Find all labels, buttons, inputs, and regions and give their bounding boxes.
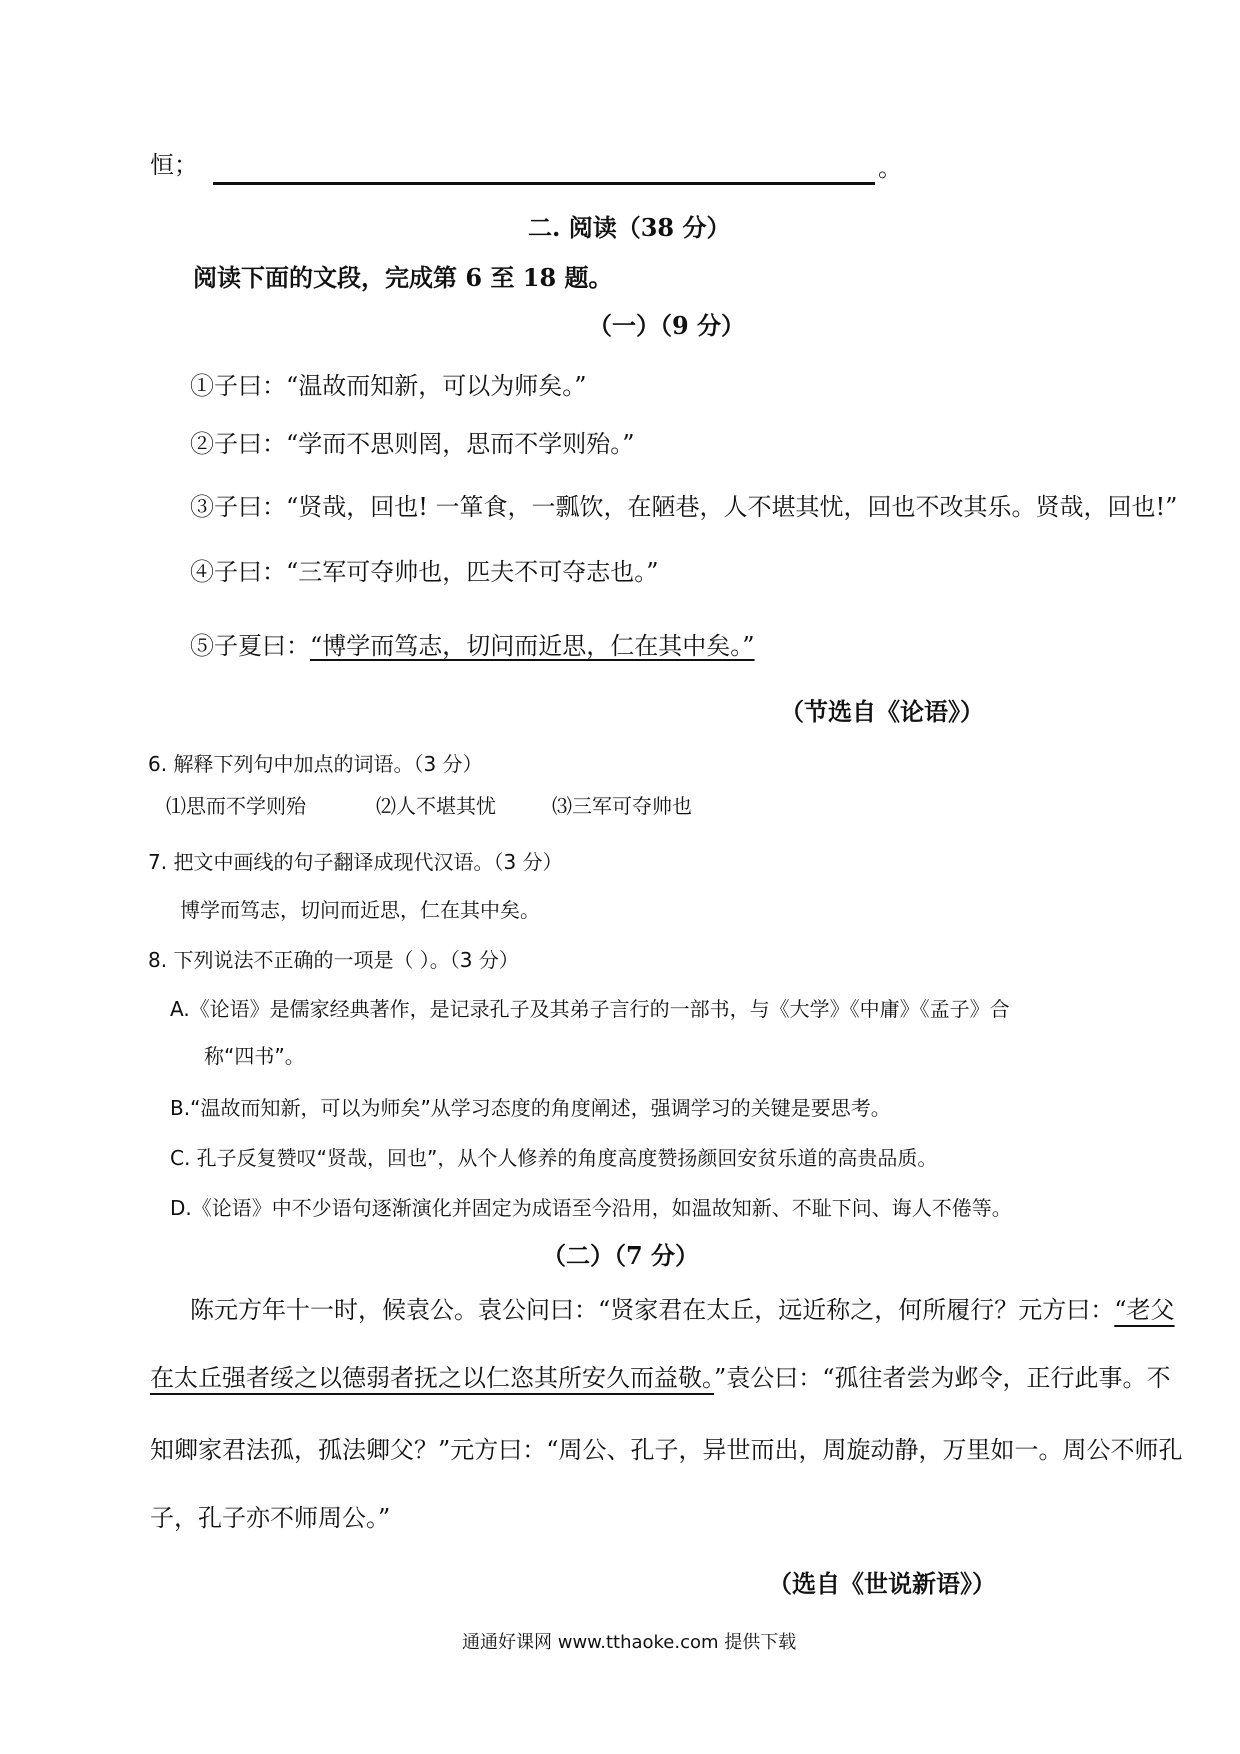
q6-stem: 6. 解释下列句中加点的词语。（3 分） [148,752,483,776]
part2-source: （选自《世说新语》） [768,1569,996,1598]
page-footer: 通通好课网 www.tthaoke.com 提供下载 [462,1632,797,1653]
analects-line-4: ④子曰：“三军可夺帅也，匹夫不可夺志也。” [190,558,659,586]
top-line-prefix: 恒； [150,151,198,179]
q8-option-a-line2: 称“四书”。 [204,1044,305,1068]
analects-line-1: ①子曰：“温故而知新，可以为师矣。” [190,372,587,400]
q7-sentence: 博学而笃志，切问而近思，仁在其中矣。 [180,898,540,922]
analects-line-5 [190,626,755,661]
q8-option-a-line1: A.《论语》是儒家经典著作，是记录孔子及其弟子言行的一部书，与《大学》《中庸》《孟子》合 [170,997,1010,1021]
shishuo-para-line3: 知卿家君法孤，孤法卿父？”元方曰：“周公、孔子，异世而出，周旋动静，万里如一。周公不师孔 [150,1436,1183,1464]
shishuo-line1-underlined: “老父 [1114,1296,1175,1324]
shishuo-para-line1 [190,1290,1175,1325]
part2-heading: （二）（7 分） [542,1241,700,1270]
answer-blank-line [213,182,875,185]
shishuo-line2-underlined: 在太丘强者绥之以德弱者抚之以仁恣其所安久而益敬。 [150,1364,714,1392]
part1-source: （节选自《论语》） [780,697,984,726]
q7-stem: 7. 把文中画线的句子翻译成现代汉语。（3 分） [148,850,563,874]
section-title: 二. 阅读（38 分） [528,213,731,242]
q8-option-d: D.《论语》中不少语句逐渐演化并固定为成语至今沿用，如温故知新、不耻下问、诲人不倦等。 [170,1196,1012,1220]
analects-line-3: ③子曰：“贤哉，回也! 一箪食，一瓢饮，在陋巷，人不堪其忧，回也不改其乐。贤哉，回也!” [190,493,1178,521]
q6-item-1: ⑴思而不学则殆 [166,794,306,818]
q8-option-b: B.“温故而知新，可以为师矣”从学习态度的角度阐述，强调学习的关键是要思考。 [170,1096,891,1120]
top-line-suffix: 。 [878,154,902,182]
q8-stem: 8. 下列说法不正确的一项是（ ）。（3 分） [148,948,519,972]
analects-line-2: ②子曰：“学而不思则罔，思而不学则殆。” [190,430,635,458]
q8-option-c: C. 孔子反复赞叹“贤哉，回也”，从个人修养的角度高度赞扬颜回安贫乐道的高贵品质。 [170,1146,938,1170]
shishuo-line2-text: ”袁公曰：“孤往者尝为邺令，正行此事。不 [714,1364,1171,1392]
q6-item-2: ⑵人不堪其忧 [376,794,496,818]
shishuo-para-line2 [150,1358,1171,1393]
analects-line-5-prefix: ⑤子夏曰： [190,632,310,660]
shishuo-line1-text: 陈元方年十一时，候袁公。袁公问曰：“贤家君在太丘，远近称之，何所履行？元方曰： [190,1296,1115,1324]
reading-instruction: 阅读下面的文段，完成第 6 至 18 题。 [193,263,613,292]
analects-line-5-underlined: “博学而笃志，切问而近思，仁在其中矣。” [310,632,755,660]
shishuo-para-line4: 子，孔子亦不师周公。” [150,1504,391,1532]
q6-item-3: ⑶三军可夺帅也 [552,794,692,818]
part1-heading: （一）（9 分） [588,311,746,340]
